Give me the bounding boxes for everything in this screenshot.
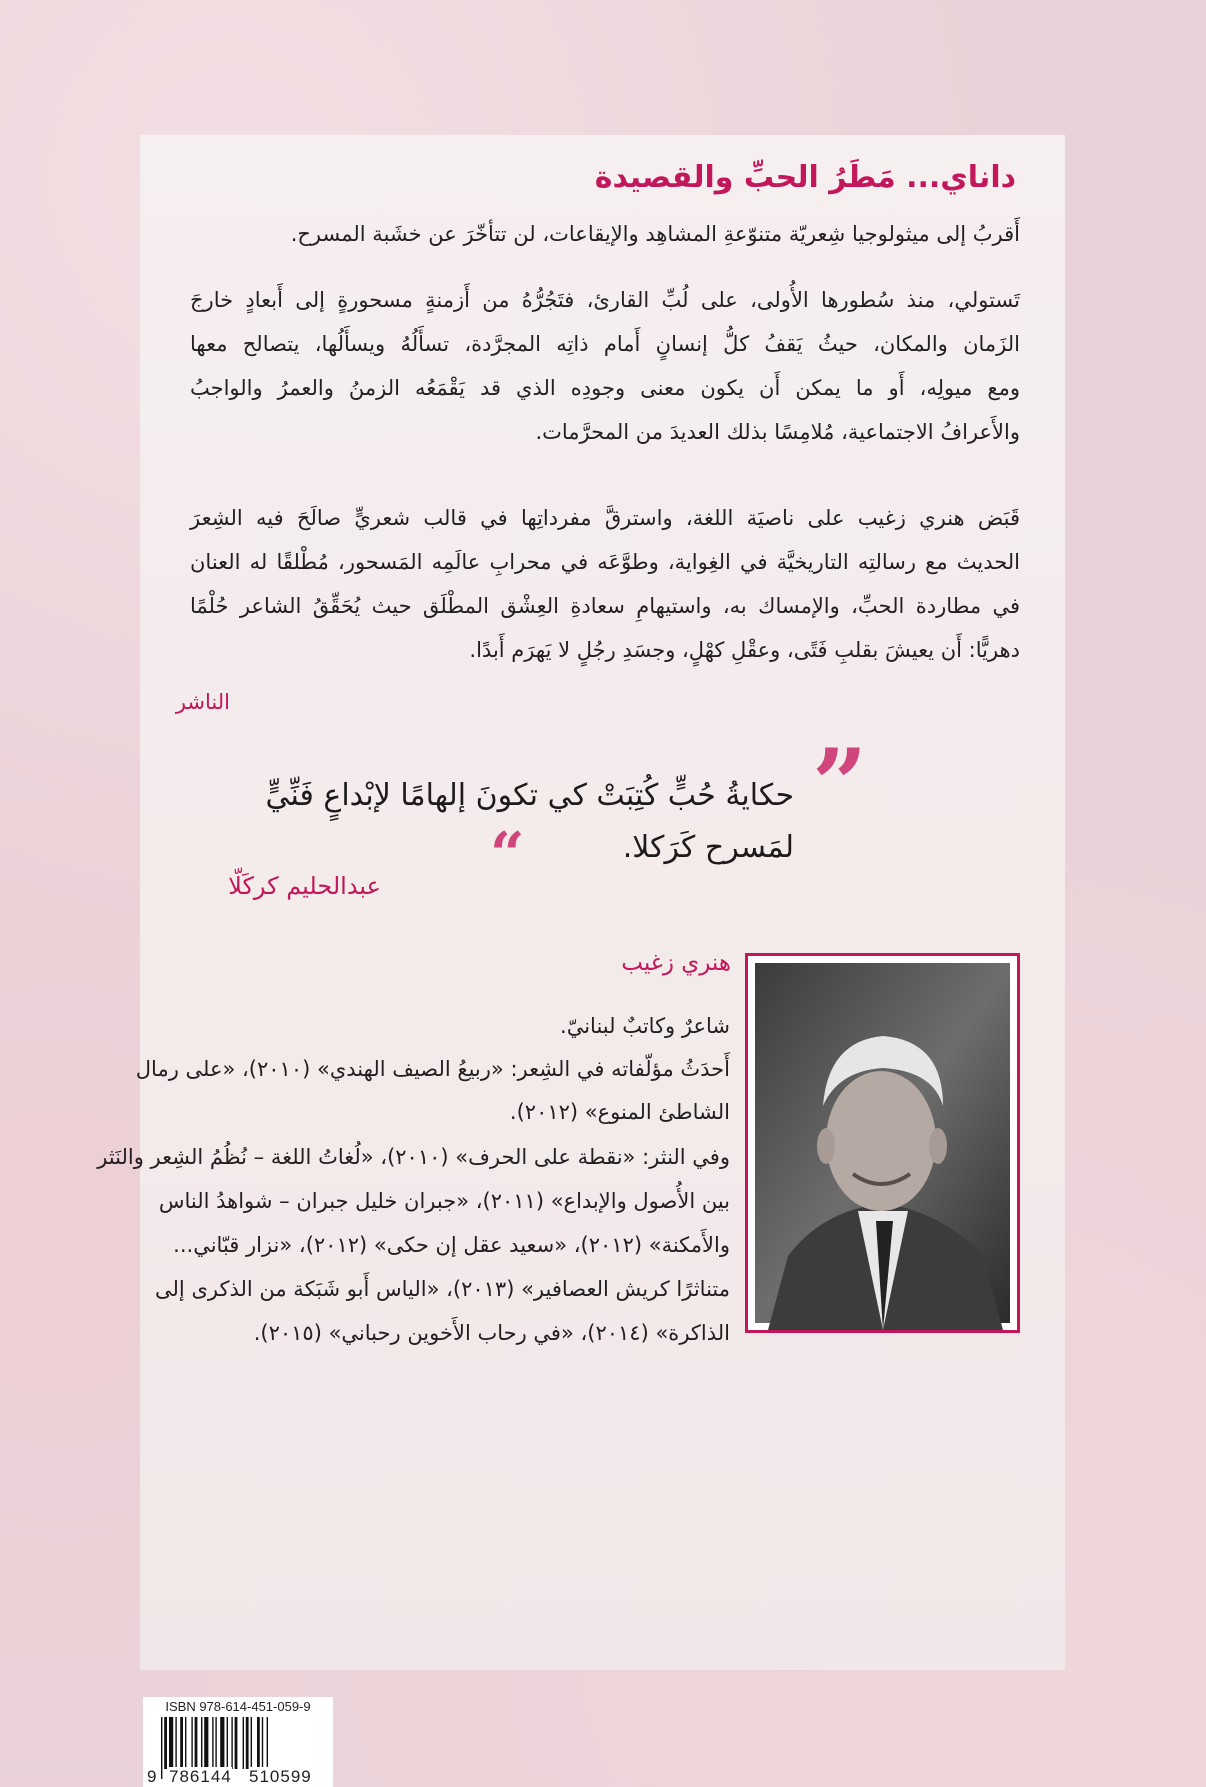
barcode-bar	[185, 1717, 186, 1769]
quote-line: حكايةُ حُبٍّ كُتِبَتْ كي تكونَ إلهامًا لإبْداعٍ فَنِّيٍّ	[265, 778, 794, 813]
bio-line: متناثرًا كريش العصافير» (٢٠١٣)، «الياس أَبو شَبَكة من الذكرى إلى	[155, 1277, 730, 1301]
barcode-bar	[220, 1717, 224, 1769]
barcode-bar	[175, 1717, 176, 1769]
isbn-barcode	[143, 1697, 333, 1787]
bio-line: أَحدَثُ مؤلّفاته في الشِعر: «ربيعُ الصيف الهندي» (٢٠١٠)، «على رمال	[135, 1057, 730, 1081]
close-quote-mark: “	[490, 820, 525, 890]
paragraph-line: تَستولي، منذ سُطورها الأُولى، على لُبِّ القارئ، فتَجُرُّهُ من أَزمنةٍ مسحورةٍ إلى أَبعادٍ خارجَ	[190, 288, 1020, 312]
paragraph-line: والأَعرافُ الاجتماعية، مُلامِسًا بذلك العديدَ من المحرَّمات.	[535, 420, 1020, 444]
paragraph-line: أَقربُ إلى ميثولوجيا شِعريّة متنوّعةِ المشاهِد والإيقاعات، لن تتأخّرَ عن خشَبة المسرح.	[290, 222, 1020, 246]
barcode-bar	[251, 1717, 252, 1769]
paragraph-line: في مطاردة الحبِّ، والإمساك به، واستيهامِ سعادةِ العِشْق المطْلَق حيث يُحَقِّقُ الشاعر حُلْمًا	[190, 594, 1020, 618]
bio-line: الشاطئ المنوع» (٢٠١٢).	[509, 1100, 730, 1124]
barcode-digits-mid: 786144	[169, 1767, 232, 1786]
author-name: هنري زغيب	[621, 950, 731, 976]
bio-line: بين الأُصول والإبداع» (٢٠١١)، «جبران خليل جبران – شواهدُ الناس	[158, 1189, 730, 1213]
bio-line: وفي النثر: «نقطة على الحرف» (٢٠١٠)، «لُغاتُ اللغة – نُظُمُ الشِعر والنَثر	[97, 1145, 730, 1169]
barcode-bar	[246, 1717, 249, 1769]
back-cover-panel	[97, 135, 1065, 1670]
barcode-digit-first: 9	[147, 1767, 157, 1786]
bio-line: والأَمكنة» (٢٠١٢)، «سعيد عقل إن حكى» (٢٠١٢)، «نزار قبّاني...	[173, 1233, 730, 1257]
paragraph-line: الحديث مع رسالتِه التاريخيَّة في الغِواية، وطوَّعَه في محرابِ عالَمِه المَسحور، مُطْلقًا له العنان	[190, 550, 1020, 574]
barcode-bar	[164, 1717, 167, 1769]
quote-author: عبدالحليم كركَلّا	[228, 872, 381, 900]
paragraph-line: دهريًّا: أَن يعيشَ بقلبِ فَتًى، وعقْلِ كهْلٍ، وجسَدِ رجُلٍ لا يَهرَم أَبدًا.	[469, 638, 1020, 662]
open-quote-mark: ”	[812, 728, 868, 841]
barcode-bar	[235, 1717, 238, 1769]
barcode-bar	[262, 1717, 263, 1769]
barcode-bar	[169, 1717, 173, 1769]
author-photo	[745, 953, 1020, 1333]
barcode-bar	[231, 1717, 232, 1769]
barcode-bar	[180, 1717, 183, 1769]
quote-line: لمَسرح كَرَكلا.	[622, 830, 794, 865]
barcode-bar	[227, 1717, 228, 1769]
barcode-bar	[191, 1717, 192, 1769]
barcode-bar	[212, 1717, 213, 1769]
bio-line: شاعرٌ وكاتبٌ لبنانيّ.	[560, 1014, 730, 1038]
barcode-bar	[201, 1717, 202, 1769]
book-title: داناي... مَطَرُ الحبِّ والقصيدة	[594, 160, 1016, 195]
paragraph-line: الزَمان والمكان، حيثُ يَقفُ كلُّ إنسانٍ أَمام ذاتِه المجرَّدة، تسأَلُهُ ويسأَلُها، يتصالح معها	[190, 332, 1020, 356]
paragraph-line: ومع ميولِه، أَو ما يمكن أَن يكون معنى وجودِه الذي قد يَقْمَعُه الزمنُ والعمرُ والواجبُ	[190, 376, 1020, 400]
barcode-digits-last: 510599	[249, 1767, 312, 1786]
barcode-bar	[195, 1717, 198, 1769]
isbn-label: ISBN 978-614-451-059-9	[165, 1699, 311, 1714]
barcode-bar	[243, 1717, 244, 1769]
bio-line: الذاكرة» (٢٠١٤)، «في رحاب الأَخوين رحباني» (٢٠١٥).	[253, 1321, 730, 1345]
barcode-bar	[257, 1717, 260, 1769]
paragraph-line: قَبَض هنري زغيب على ناصيَة اللغة، واسترقَّ مفرداتِها في قالب شعريٍّ صالَحَ فيه الشِعرَ	[190, 506, 1020, 530]
barcode-bar	[204, 1717, 208, 1769]
barcode-bar	[161, 1717, 162, 1779]
publisher-signature: الناشر	[175, 690, 230, 714]
author-portrait-icon	[748, 956, 1017, 1330]
